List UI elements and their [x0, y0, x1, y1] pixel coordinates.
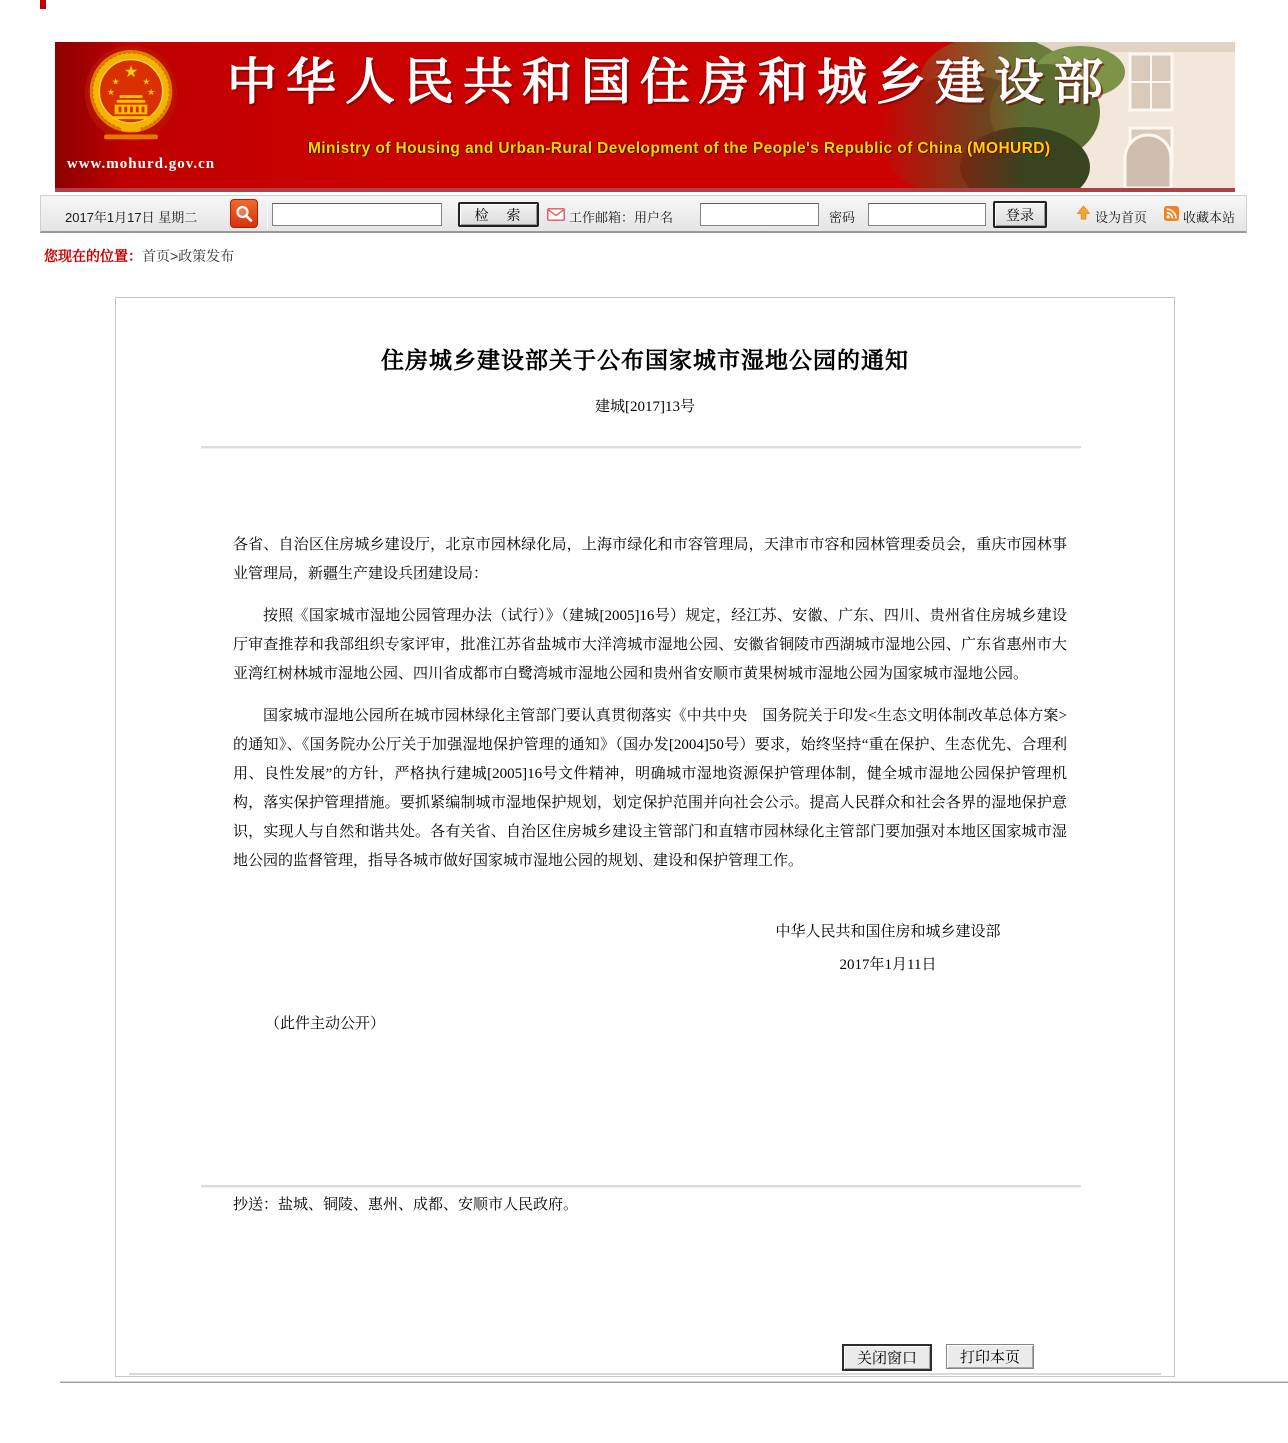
search-button[interactable]: 检 索: [458, 202, 539, 227]
login-button[interactable]: 登录: [993, 201, 1047, 228]
svg-text:★: ★: [111, 76, 120, 87]
disclosure-note: （此件主动公开）: [265, 1016, 386, 1032]
signature-block: [738, 916, 1038, 982]
rss-icon: [1164, 206, 1179, 221]
cc-line: 抄送：盐城、铜陵、惠州、成都、安顺市人民政府。: [233, 1197, 579, 1213]
toolbar-divider: [267, 198, 268, 229]
toolbar: [40, 195, 1247, 233]
current-date: 2017年1月17日 星期二: [65, 210, 198, 225]
username-input[interactable]: [700, 203, 819, 226]
password-label: 密码: [829, 210, 856, 225]
document-number: 建城[2017]13号: [595, 399, 695, 415]
site-banner: [55, 42, 1235, 192]
signature-org: 中华人民共和国住房和城乡建设部: [775, 924, 1001, 940]
site-subtitle-en: Ministry of Housing and Urban-Rural Development of the People's Republic of China (MOHURD): [308, 140, 1051, 157]
print-page-button[interactable]: 打印本页: [946, 1344, 1034, 1369]
magnifier-icon[interactable]: [230, 199, 258, 228]
mail-login-label: 工作邮箱：用户名: [569, 210, 674, 225]
breadcrumb-label: 您现在的位置：: [44, 248, 142, 264]
body-paragraph-1: 按照《国家城市湿地公园管理办法（试行）》（建城[2005]16号）规定，经江苏、安徽、广东、四川、贵州省住房城乡建设厅审查推荐和我部组织专家评审，批准江苏省盐城市大洋湾城市湿地公园、安徽省铜陵市西湖城市湿地公园、广东省惠州市大亚湾红树林城市湿地公园、四川省成都市白鹭湾城市湿地公园和贵州省安顺市黄果树城市湿地公园为国家城市湿地公园。: [233, 608, 1067, 682]
national-emblem-icon: [83, 45, 179, 149]
breadcrumb: [44, 246, 234, 266]
bookmark-link[interactable]: 收藏本站: [1183, 210, 1236, 225]
panel-bottom-line: [129, 1373, 1161, 1375]
top-left-artifact: [40, 0, 46, 9]
svg-text:★: ★: [106, 87, 115, 98]
site-title: 中华人民共和国住房和城乡建设部: [227, 54, 1112, 110]
svg-text:★: ★: [142, 76, 151, 87]
document-actions: [116, 1344, 1174, 1371]
envelope-icon: [547, 208, 565, 221]
breadcrumb-path[interactable]: 首页>政策发布: [142, 248, 235, 264]
set-home-link[interactable]: 设为首页: [1095, 210, 1148, 225]
document-title: 住房城乡建设部关于公布国家城市湿地公园的通知: [381, 348, 909, 373]
close-window-button[interactable]: 关闭窗口: [842, 1344, 932, 1371]
title-divider: [201, 446, 1081, 449]
up-arrow-icon: [1076, 205, 1091, 220]
svg-text:★: ★: [123, 62, 139, 81]
document-body: [233, 531, 1067, 876]
search-input[interactable]: [272, 203, 442, 226]
document-panel: [115, 297, 1175, 1377]
site-url: www.mohurd.gov.cn: [66, 156, 216, 172]
svg-text:★: ★: [147, 87, 156, 98]
cc-divider: [201, 1185, 1081, 1188]
footer-divider: [60, 1381, 1288, 1383]
salutation-paragraph: 各省、自治区住房城乡建设厅，北京市园林绿化局，上海市绿化和市容管理局，天津市市容和园林管理委员会，重庆市园林事业管理局，新疆生产建设兵团建设局：: [233, 537, 1067, 582]
signature-date: 2017年1月11日: [839, 957, 937, 973]
body-paragraph-2: 国家城市湿地公园所在城市园林绿化主管部门要认真贯彻落实《中共中央 国务院关于印发<生态文明体制改革总体方案>的通知》、《国务院办公厅关于加强湿地保护管理的通知》（国办发[2004]50号）要求，始终坚持“重在保护、生态优先、合理利用、良性发展”的方针，严格执行建城[2005]16号文件精神，明确城市湿地资源保护管理体制，健全城市湿地公园保护管理机构，落实保护管理措施。要抓紧编制城市湿地保护规划，划定保护范围并向社会公示。提高人民群众和社会各界的湿地保护意识，实现人与自然和谐共处。各有关省、自治区住房城乡建设主管部门和直辖市园林绿化主管部门要加强对本地区国家城市湿地公园的监督管理，指导各城市做好国家城市湿地公园的规划、建设和保护管理工作。: [233, 708, 1067, 869]
password-input[interactable]: [868, 203, 986, 226]
